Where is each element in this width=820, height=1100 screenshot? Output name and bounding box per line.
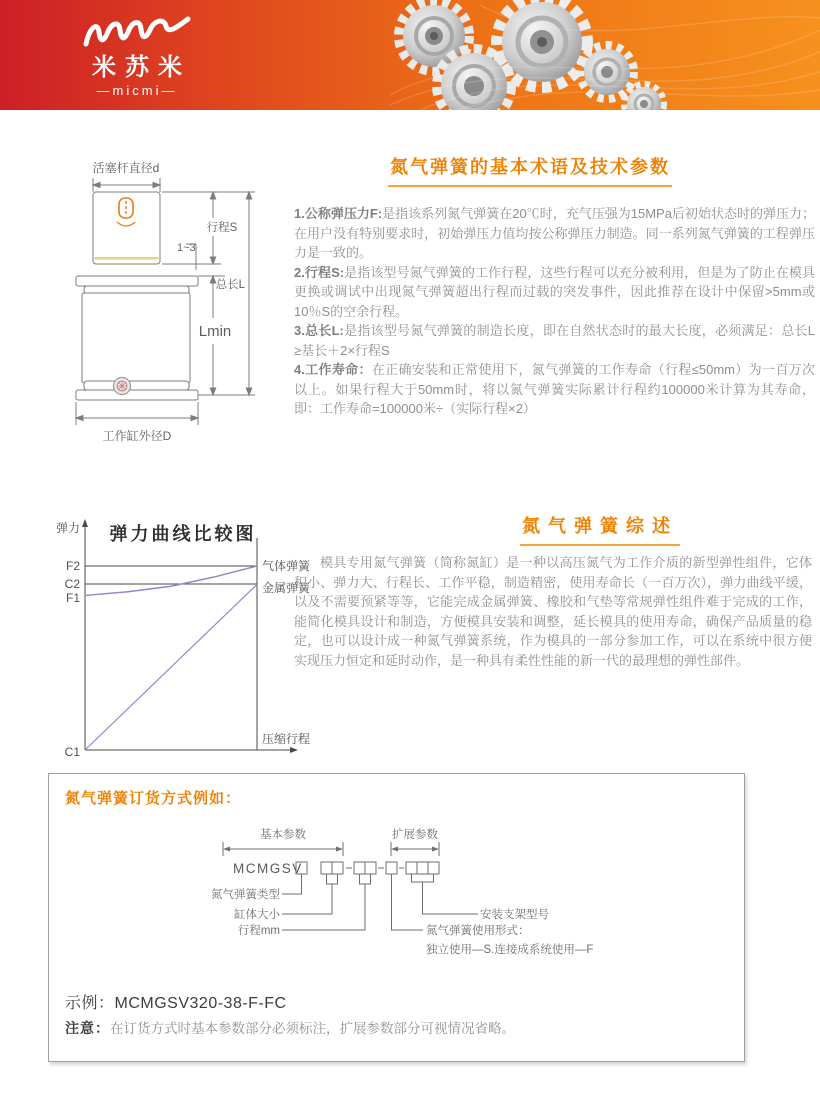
callout-cylinder-size: 缸体大小 [234, 909, 280, 921]
chart-ylabel: 弹力 [55, 521, 80, 535]
label-lmin: Lmin [198, 323, 232, 340]
label-extended-params: 扩展参数 [392, 829, 438, 841]
overview-section-title: 氮气弹簧综述 [520, 512, 680, 546]
brand-script-icon [72, 14, 202, 50]
chart-xlabel: 压缩行程 [262, 732, 311, 746]
label-basic-params: 基本参数 [260, 829, 306, 841]
header-wave-lines [390, 0, 820, 110]
callout-bracket-model: 安装支架型号 [480, 909, 549, 921]
label-cylinder-od: 工作缸外径D [102, 429, 172, 443]
term-item: 1.公称弹压力F:是指该系列氮气弹簧在20℃时，充气压强为15MPa后初始状态时的弹压力；在用户没有特别要求时，初始弹压力值均按公称弹压力制造。同一系列氮气弹簧的工程弹压力是一致的。 [294, 206, 815, 260]
gas-spring-curve [85, 566, 257, 595]
brand-logo [62, 14, 212, 98]
order-example-code: MCMGSV320-38-F-FC [114, 995, 287, 1012]
legend-metal-spring: 金属弹簧 [262, 581, 311, 595]
metal-spring-line [85, 584, 257, 750]
callout-usage-title: 氮气弹簧使用形式： [426, 925, 530, 937]
overview-section-title-wrap [430, 512, 770, 546]
term-item: 2.行程S:是指该型号氮气弹簧的工作行程，这些行程可以充分被利用，但是为了防止在模具更换或调试中出现氮气弹簧超出行程而过载的突发事件，因此推荐在设计中保留>5mm或10％S的空余行程。 [294, 264, 815, 319]
code-prefix: MCMGSV [233, 861, 303, 876]
label-total-length: 总长L [215, 279, 245, 291]
ordering-code-diagram [210, 826, 600, 966]
chart-mark-c2: C2 [64, 577, 80, 591]
brand-name-cn: 米苏米 [92, 54, 191, 81]
callout-usage-detail: 独立使用—S.连接成系统使用—F [426, 944, 594, 956]
label-rod-diameter: 活塞杆直径d [92, 161, 160, 175]
terms-paragraphs [294, 204, 815, 419]
term-item: 4.工作寿命：在正确安装和正常使用下，氮气弹簧的工作寿命（行程≤50mm）为一百万次以上。如果行程大于50mm时，将以氮气弹簧实际累计行程约100000米计算为其寿命，即：工作寿命=100000米÷（实际行程×2） [294, 362, 815, 416]
term-item: 3.总长L:是指该型号氮气弹簧的制造长度，即在自然状态时的最大长度，必须满足：总长L ≥基长＋2×行程S [294, 323, 815, 358]
order-note: 注意：在订货方式时基本参数部分必须标注，扩展参数部分可视情况省略。 [65, 1020, 515, 1036]
brand-name-en: —micmi— [96, 83, 178, 98]
legend-gas-spring: 气体弹簧 [262, 559, 311, 573]
chart-title: 弹力曲线比较图 [109, 524, 257, 544]
terms-section-title: 氮气弹簧的基本术语及技术参数 [388, 153, 672, 187]
chart-mark-c1: C1 [64, 745, 80, 759]
label-stroke: 行程S [206, 222, 238, 234]
label-clearance: 1~3 [177, 242, 196, 254]
order-example: 示例：MCMGSV320-38-F-FC [65, 995, 287, 1012]
callout-spring-type: 氮气弹簧类型 [211, 889, 280, 901]
terms-section-title-wrap [388, 153, 672, 187]
chart-mark-f2: F2 [65, 559, 80, 573]
callout-stroke-mm: 行程mm [237, 925, 280, 937]
gas-spring-diagram [55, 152, 305, 452]
chart-mark-f1: F1 [65, 591, 80, 605]
page-header [0, 0, 820, 110]
ordering-box-title: 氮气弹簧订货方式例如： [65, 790, 242, 807]
fill-valve-icon [114, 378, 131, 395]
overview-body: 模具专用氮气弹簧（简称氮缸）是一种以高压氮气为工作介质的新型弹性组件，它体积小、弹力大、行程长、工作平稳，制造精密，使用寿命长（一百万次），弹力曲线平缓，以及不需要预紧等等，它能完成金属弹簧、橡胶和气垫等常规弹性组件难于完成的工作，能简化模具设计和制造，方便模具安装和调整，延长模具的使用寿命，确保产品质量的稳定，也可以设计成一种氮气弹簧系统，作为模具的一部分参加工作，可以在系统中很方便实现压力恒定和延时动作，是一种具有柔性性能的新一代的最理想的弹性部件。 [294, 555, 812, 668]
ordering-box [48, 773, 745, 1062]
